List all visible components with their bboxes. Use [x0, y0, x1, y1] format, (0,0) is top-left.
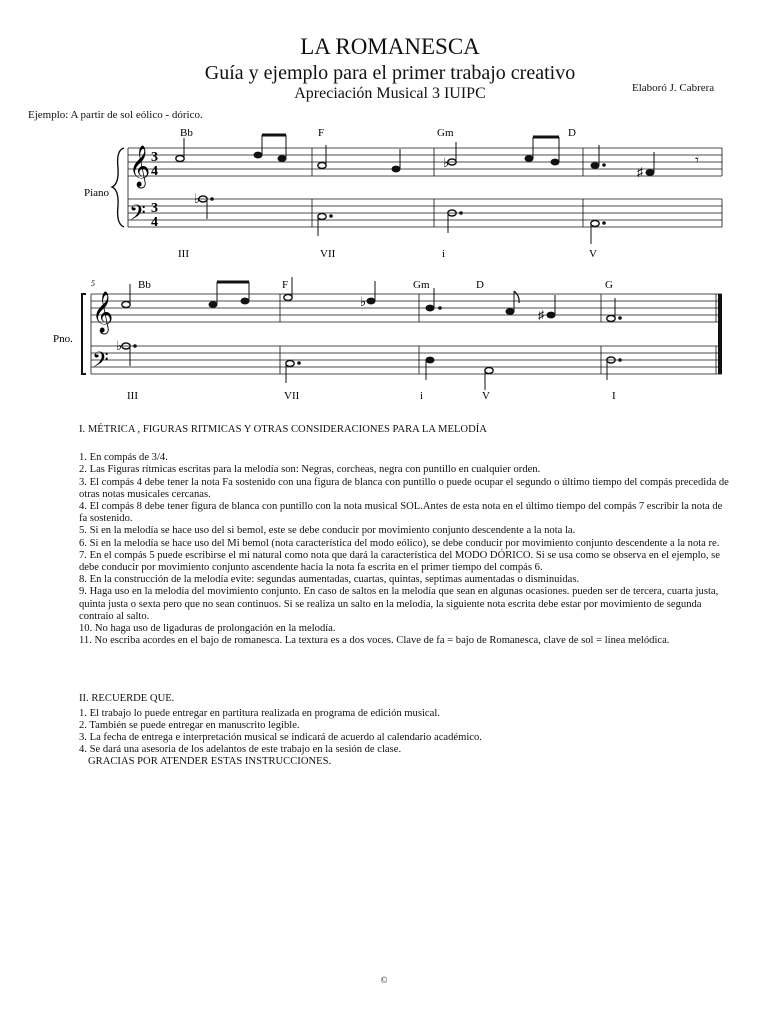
degree-label: VII — [320, 248, 336, 260]
time-signature-top: 3 — [151, 201, 158, 216]
flat-icon: ♭ — [360, 294, 367, 309]
degree-label: I — [612, 390, 616, 402]
section-2 — [79, 693, 729, 756]
eighth-rest-icon: 𝄾 — [695, 153, 699, 169]
section-1-list — [79, 452, 729, 647]
degree-label: III — [178, 248, 189, 260]
degree-label: V — [589, 248, 597, 260]
note — [318, 214, 326, 220]
list-item: 4. Se dará una asesoria de los adelantos de este trabajo en la sesión de clase. — [79, 744, 402, 756]
chord-symbol: D — [476, 279, 484, 291]
note — [551, 159, 559, 165]
list-item: 2. También se puede entregar en manuscrito legible. — [79, 719, 300, 731]
bass-clef-icon: 𝄢 — [92, 348, 109, 377]
instrument-label: Pno. — [53, 333, 73, 345]
chord-symbol: G — [605, 279, 613, 291]
chord-symbol: Gm — [413, 279, 430, 291]
bracket — [82, 294, 86, 374]
flat-icon: ♭ — [116, 338, 123, 353]
list-item: 5. Si en la melodía se hace uso del si bemol, este se debe conducir por movimiento conjunto descendente a la nota la. — [79, 525, 576, 537]
system-1-staves — [128, 148, 722, 227]
list-item: 10. No haga uso de ligaduras de prolongación en la melodía. — [79, 623, 336, 635]
note — [122, 302, 130, 308]
note — [241, 298, 249, 304]
note — [591, 221, 599, 227]
treble-clef-icon: 𝄞 — [129, 146, 151, 186]
note — [646, 170, 654, 176]
degree-label: i — [442, 248, 446, 260]
note — [607, 316, 615, 322]
note — [254, 152, 262, 158]
note — [426, 305, 434, 311]
instrument-label: Piano — [84, 187, 110, 199]
treble-clef-icon: 𝄞 — [92, 292, 114, 332]
degree-label: VII — [284, 390, 300, 402]
example-label: Ejemplo: A partir de sol eólico - dórico. — [28, 109, 203, 121]
note — [485, 368, 493, 374]
sharp-icon: ♯ — [538, 308, 544, 322]
degree-label: V — [482, 390, 490, 402]
note — [318, 163, 326, 169]
chord-symbol: D — [568, 127, 576, 139]
instructions — [79, 424, 729, 769]
list-item: 3. La fecha de entrega e interpretación musical se indicará de acuerdo al calendario académico. — [79, 732, 482, 744]
list-item: 3. El compás 4 debe tener la nota Fa sostenido con una figura de blanca con puntillo o puede ocupar el segundo o último tiempo del compás precedida de otras notas musicales cercanas. — [79, 476, 729, 500]
list-item: 4. El compás 8 debe tener figura de blanca con puntillo con la nota musical SOL.Antes de esta nota en el último tiempo del compás 7 escribir la nota de fa sostenido. — [79, 501, 723, 525]
degrees-system-2 — [127, 390, 616, 402]
note — [506, 309, 514, 315]
chord-symbol: F — [318, 127, 325, 139]
final-barline — [718, 294, 722, 374]
degree-label: III — [127, 390, 138, 402]
chord-symbol: F — [282, 279, 289, 291]
list-item: 8. En la construcción de la melodía evite: segundas aumentadas, cuartas, quintas, septimas aumentadas o disminuidas. — [79, 574, 580, 586]
brace — [112, 148, 124, 227]
note — [547, 312, 555, 318]
time-signature-bottom: 4 — [151, 164, 158, 179]
music-score — [0, 120, 768, 410]
list-item: 9. Haga uso en la melodía del movimiento conjunto. En caso de saltos en la melodía que sean en algunas ocasiones. pueden ser de tercera, cuarta justa, quinta justa o sexta pero que no sean continuos. Si se realiza un salto en la melodía, la siguiente nota escrita debe estar por movimiento de segunda contraio al salto. — [79, 586, 719, 622]
note — [284, 295, 292, 301]
author-credit: Elaboró J. Cabrera — [632, 82, 715, 94]
system-2-staves — [91, 294, 722, 374]
note — [209, 302, 217, 308]
degree-label: i — [420, 390, 424, 402]
page-title: LA ROMANESCA — [300, 34, 480, 59]
bass-clef-icon: 𝄢 — [129, 201, 146, 230]
list-item: 1. En compás de 3/4. — [79, 452, 168, 464]
bass-system-2 — [122, 343, 622, 390]
section-heading: I. MÉTRICA , FIGURAS RITMICAS Y OTRAS CONSIDERACIONES PARA LA MELODÍA — [79, 424, 487, 435]
chord-symbols-system-1 — [180, 127, 576, 139]
time-signature-top: 3 — [151, 150, 158, 165]
list-item: 11. No escriba acordes en el bajo de romanesca. La textura es a dos voces. Clave de fa = bajo de Romanesca, clave de sol = línea melódica. — [79, 635, 670, 647]
copyright-symbol: © — [380, 975, 388, 985]
flat-icon: ♭ — [194, 191, 201, 206]
note — [392, 166, 400, 172]
note — [286, 361, 294, 367]
note — [367, 298, 375, 304]
note — [278, 156, 286, 162]
flat-icon: ♭ — [443, 155, 450, 170]
list-item: 6. Si en la melodía se hace uso del Mi bemol (nota característica del modo eólico), se debe conducir por movimiento conjunto descendente a la nota re. — [79, 537, 720, 549]
page-subtitle: Guía y ejemplo para el primer trabajo creativo — [204, 62, 576, 84]
section-heading: II. RECUERDE QUE. — [79, 693, 175, 705]
note — [176, 156, 184, 162]
list-item: 2. Las Figuras rítmicas escritas para la melodía son: Negras, corcheas, negra con puntillo en cualquier orden. — [79, 464, 541, 476]
time-signature — [151, 150, 158, 230]
time-signature-bottom: 4 — [151, 215, 158, 230]
measure-number: 5 — [91, 279, 95, 288]
sharp-icon: ♯ — [637, 165, 643, 179]
degrees-system-1 — [178, 248, 597, 260]
thanks-note: GRACIAS POR ATENDER ESTAS INSTRUCCIONES. — [88, 756, 332, 768]
note — [426, 357, 434, 363]
course-name: Apreciación Musical 3 IUIPC — [294, 85, 486, 102]
chord-symbol: Gm — [437, 127, 454, 139]
note — [591, 163, 599, 169]
chord-symbol: Bb — [138, 279, 151, 291]
list-item: 1. El trabajo lo puede entregar en partitura realizada en programa de edición musical. — [79, 707, 440, 719]
note — [525, 156, 533, 162]
list-item: 7. En el compás 5 puede escribirse el mi natural como nota que dará la característica del MODO DÓRICO. Si se usa como se observa en el ejemplo, se debe conducir por movimiento conjunto ascendente hacia la nota fa escrita en el primer tiempo del compás 6. — [79, 549, 721, 574]
section-2-list — [79, 708, 729, 757]
chord-symbol: Bb — [180, 127, 193, 139]
